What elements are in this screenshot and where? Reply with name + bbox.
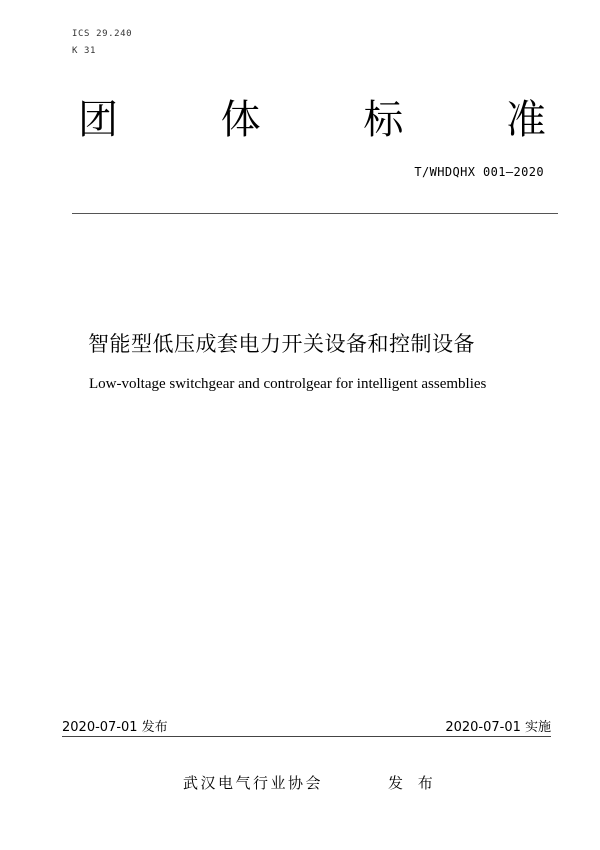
document-number: T/WHDQHX 001—2020	[414, 165, 544, 179]
ics-code: ICS 29.240	[72, 29, 133, 39]
title-english: Low-voltage switchgear and controlgear for intelligent assemblies	[89, 376, 487, 392]
heading-char: 标	[363, 97, 404, 143]
heading-char: 体	[220, 97, 261, 143]
issue-date: 2020-07-01 发布	[62, 720, 168, 735]
ccs-code: K 31	[72, 46, 97, 56]
implementation-date: 2020-07-01 实施	[445, 720, 551, 735]
heading-char: 团	[78, 97, 118, 143]
footer-divider	[62, 736, 551, 737]
standard-type-heading	[78, 96, 546, 144]
publisher-name: 武汉电气行业协会	[183, 774, 324, 792]
heading-char: 准	[505, 97, 546, 143]
publish-label: 发 布	[388, 774, 438, 792]
header-divider	[72, 213, 558, 214]
title-chinese: 智能型低压成套电力开关设备和控制设备	[88, 332, 475, 356]
